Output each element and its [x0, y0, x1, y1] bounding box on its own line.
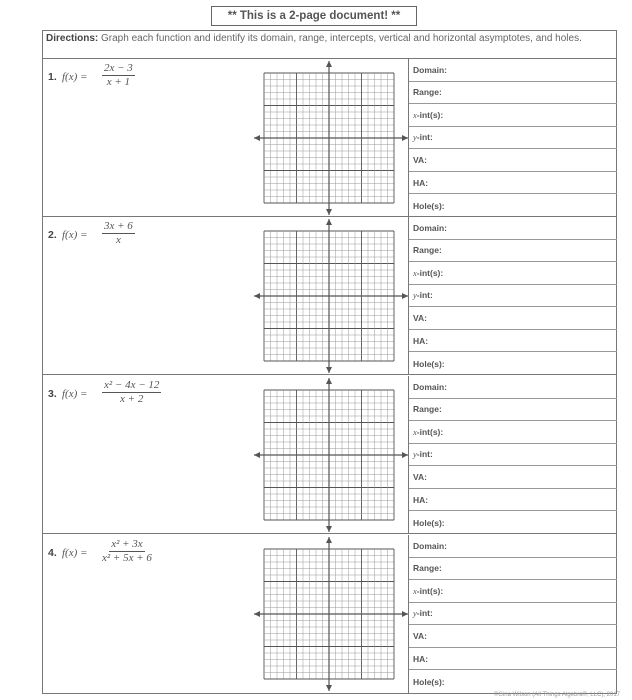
horizontal-asymptote-row: HA:	[409, 648, 617, 671]
function-fraction	[102, 62, 135, 89]
holes-row: Hole(s):	[413, 676, 445, 687]
problem-number: 2.	[48, 229, 57, 241]
domain-row: Domain:	[409, 217, 617, 240]
coordinate-grid	[254, 217, 419, 375]
numerator: x² + 3x	[111, 538, 143, 550]
problem-1	[42, 59, 617, 217]
function-fraction	[102, 379, 161, 406]
copyright-credit: ©Gina Wilson (All Things Algebra®, LLC), 2017	[493, 692, 620, 698]
domain-row: Domain:	[409, 535, 617, 558]
domain-row: Domain:	[409, 59, 617, 82]
directions-text: Graph each function and identify its domain, range, intercepts, vertical and horizontal asymptotes, and holes.	[98, 33, 582, 44]
problem-4	[42, 535, 617, 693]
denominator: x + 1	[106, 76, 131, 88]
x-intercepts-row: x -int(s):	[409, 262, 617, 285]
holes-row: Hole(s):	[413, 200, 445, 211]
denominator: x² + 5x + 6	[102, 552, 152, 564]
vertical-asymptote-row: VA:	[409, 307, 617, 330]
function-label: f(x) =	[62, 547, 88, 559]
domain-row: Domain:	[409, 376, 617, 399]
vertical-asymptote-row: VA:	[409, 149, 617, 172]
horizontal-asymptote-row: HA:	[409, 330, 617, 353]
y-intercept-row: y -int:	[409, 285, 617, 308]
x-intercepts-row: x -int(s):	[409, 104, 617, 127]
horizontal-asymptote-row: HA:	[409, 172, 617, 195]
answer-table	[408, 59, 617, 217]
numerator: 2x − 3	[104, 62, 133, 74]
vertical-asymptote-row: VA:	[409, 625, 617, 648]
denominator: x + 2	[120, 393, 144, 405]
answer-table	[408, 535, 617, 693]
answer-table	[408, 376, 617, 534]
problem-number: 1.	[48, 71, 57, 83]
function-label: f(x) =	[62, 71, 88, 83]
denominator: x	[115, 234, 121, 246]
range-row: Range:	[409, 558, 617, 581]
numerator: x² − 4x − 12	[104, 379, 160, 391]
coordinate-grid	[254, 59, 419, 217]
y-intercept-row: y -int:	[409, 444, 617, 467]
function-fraction	[102, 220, 135, 247]
directions-label: Directions:	[46, 33, 99, 44]
holes-row: Hole(s):	[413, 358, 445, 369]
x-intercepts-row: x -int(s):	[409, 580, 617, 603]
horizontal-asymptote-row: HA:	[409, 489, 617, 512]
problem-2	[42, 217, 617, 375]
answer-table	[408, 217, 617, 375]
y-intercept-row: y -int:	[409, 603, 617, 626]
numerator: 3x + 6	[104, 220, 133, 232]
range-row: Range:	[409, 82, 617, 105]
holes-row: Hole(s):	[413, 517, 445, 528]
range-row: Range:	[409, 399, 617, 422]
function-fraction	[102, 538, 152, 565]
vertical-asymptote-row: VA:	[409, 466, 617, 489]
function-label: f(x) =	[62, 388, 88, 400]
directions	[46, 33, 606, 45]
problem-number: 4.	[48, 547, 57, 559]
problem-3	[42, 376, 617, 534]
problem-number: 3.	[48, 388, 57, 400]
function-label: f(x) =	[62, 229, 88, 241]
page-banner: ** This is a 2-page document! **	[211, 6, 417, 26]
coordinate-grid	[254, 376, 419, 534]
range-row: Range:	[409, 240, 617, 263]
coordinate-grid	[254, 535, 419, 693]
y-intercept-row: y -int:	[409, 127, 617, 150]
x-intercepts-row: x -int(s):	[409, 421, 617, 444]
